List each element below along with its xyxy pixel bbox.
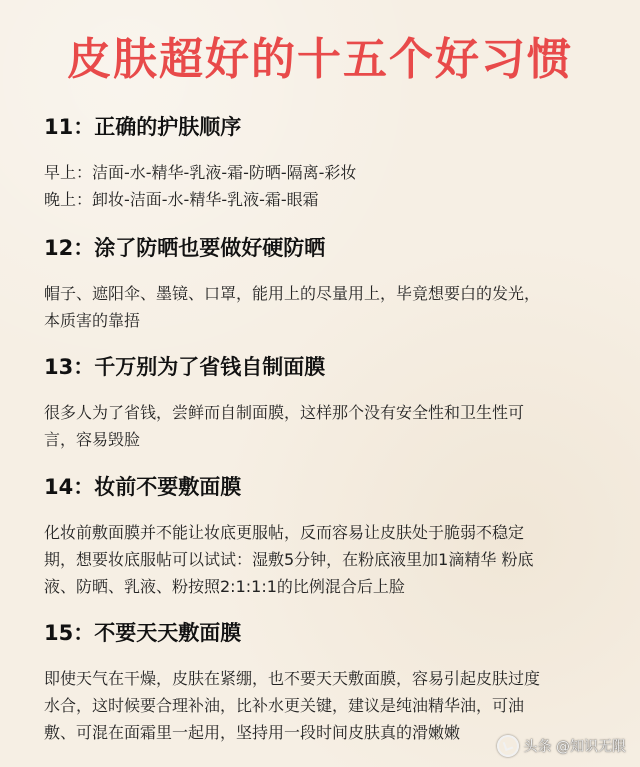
section-14 xyxy=(44,472,616,600)
section-line: 液、防晒、乳液、粉按照2:1:1:1的比例混合后上脸 xyxy=(44,577,405,596)
toutiao-logo-icon xyxy=(497,735,519,757)
section-15 xyxy=(44,618,616,746)
section-heading: 14：妆前不要敷面膜 xyxy=(44,475,242,499)
section-line: 敷、可混在面霜里一起用，坚持用一段时间皮肤真的滑嫩嫩 xyxy=(44,723,461,742)
section-line: 早上：洁面-水-精华-乳液-霜-防晒-隔离-彩妆 xyxy=(44,163,357,182)
watermark xyxy=(497,735,626,757)
section-line: 即使天气在干燥，皮肤在紧绷，也不要天天敷面膜，容易引起皮肤过度 xyxy=(44,669,541,688)
section-line: 水合，这时候要合理补油，比补水更关键，建议是纯油精华油，可油 xyxy=(44,696,525,715)
section-heading: 13：千万别为了省钱自制面膜 xyxy=(44,355,326,379)
section-line: 本质害的靠捂 xyxy=(44,311,141,330)
watermark-text: 头条 @知识无限 xyxy=(523,739,626,755)
section-line: 期，想要妆底服帖可以试试：湿敷5分钟，在粉底液里加1滴精华 粉底 xyxy=(44,550,534,569)
section-line: 很多人为了省钱，尝鲜而自制面膜，这样那个没有安全性和卫生性可 xyxy=(44,403,525,422)
section-line: 言，容易毁脸 xyxy=(44,430,141,449)
section-line: 化妆前敷面膜并不能让妆底更服帖，反而容易让皮肤处于脆弱不稳定 xyxy=(44,523,525,542)
section-heading: 11：正确的护肤顺序 xyxy=(44,115,242,139)
page-title: 皮肤超好的十五个好习惯 xyxy=(67,34,573,85)
section-heading: 15：不要天天敷面膜 xyxy=(44,621,242,645)
section-13 xyxy=(44,352,616,453)
section-line: 帽子、遮阳伞、墨镜、口罩，能用上的尽量用上，毕竟想要白的发光， xyxy=(44,284,541,303)
section-11 xyxy=(44,112,616,213)
section-heading: 12：涂了防晒也要做好硬防晒 xyxy=(44,236,326,260)
section-12 xyxy=(44,233,616,334)
section-line: 晚上：卸妆-洁面-水-精华-乳液-霜-眼霜 xyxy=(44,190,319,209)
